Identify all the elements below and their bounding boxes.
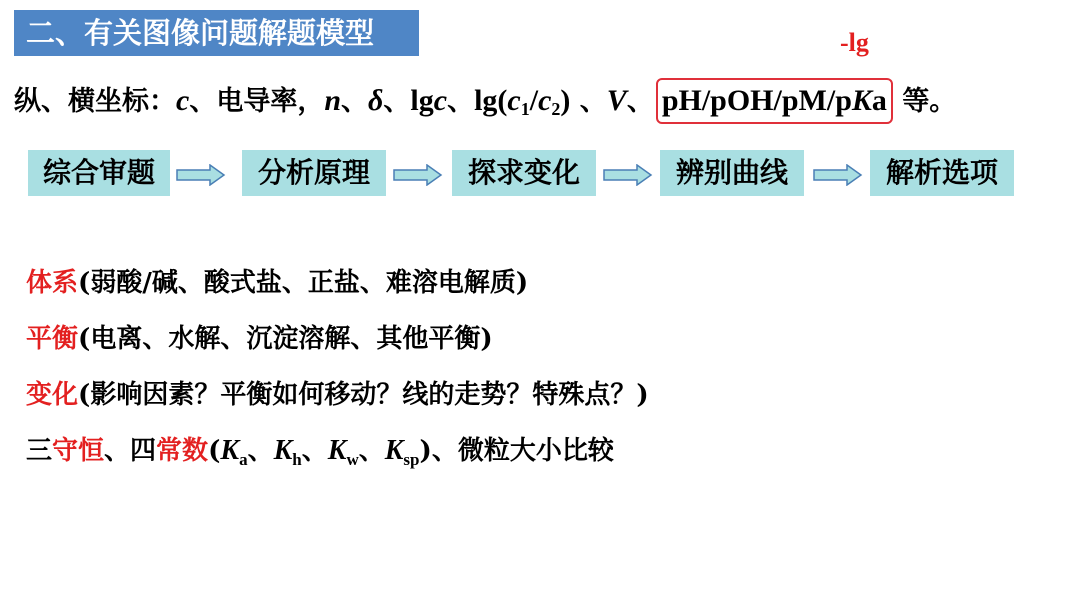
slide-title: 二、有关图像问题解题模型 xyxy=(14,10,419,56)
conductivity-text: 电导率 xyxy=(216,86,298,117)
flow-step-resolve: 解析选项 xyxy=(870,150,1014,196)
ph-highlight-box: pH/pOH/pM/pKa xyxy=(656,78,893,124)
axes-label: 纵、横坐标： xyxy=(14,86,176,117)
right-arrow-icon xyxy=(813,164,863,186)
point-system: 体系(弱酸/碱、酸式盐、正盐、难溶电解质) xyxy=(26,268,529,298)
lg-annotation: -lg xyxy=(840,28,869,57)
flow-step-identify: 辨别曲线 xyxy=(660,150,804,196)
flow-step-analyze: 分析原理 xyxy=(242,150,386,196)
flow-step-explore: 探求变化 xyxy=(452,150,596,196)
point-equilibrium: 平衡(电离、水解、沉淀溶解、其他平衡) xyxy=(26,324,493,354)
point-conservation-constants: 三守恒、四常数($K_a$、$K_h$、$K_w$、$K_{sp}$)、微粒大小比较 xyxy=(26,435,614,469)
right-arrow-icon xyxy=(393,164,443,186)
right-arrow-icon xyxy=(176,164,226,186)
flow-step-review: 综合审题 xyxy=(28,150,170,196)
point-change: 变化(影响因素？平衡如何移动？线的走势？特殊点？) xyxy=(26,380,649,410)
axes-description: 纵、横坐标：c、电导率，n、δ、lgc、$\lg(c_1/c_2)$ 、V、 pH/pOH/pM/pKa 等。 xyxy=(14,78,956,124)
right-arrow-icon xyxy=(603,164,653,186)
